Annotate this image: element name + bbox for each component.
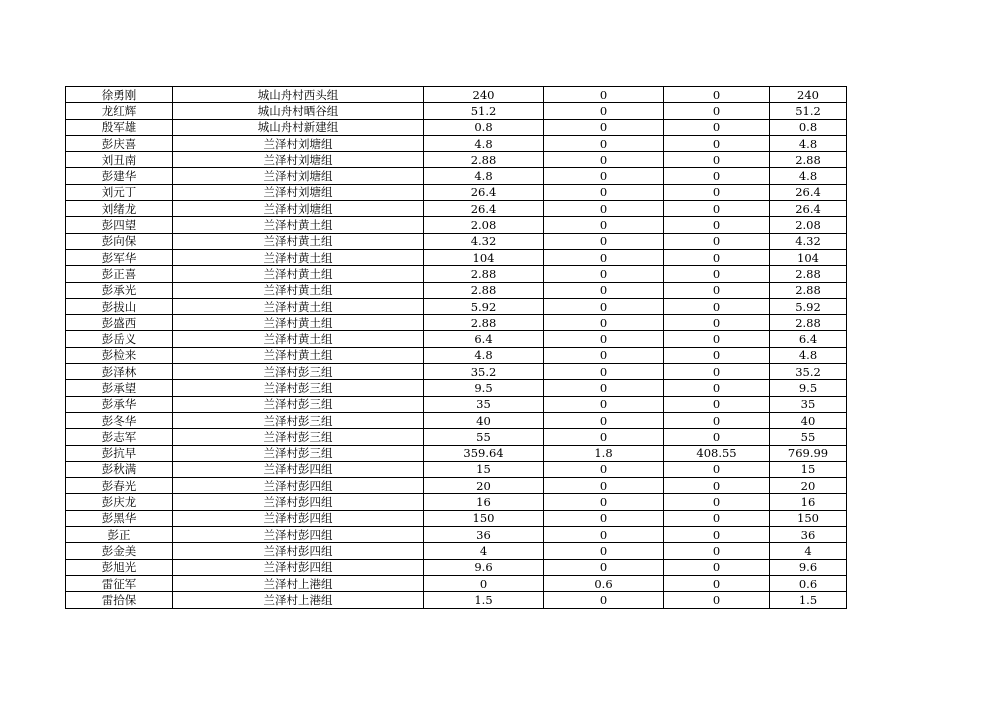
table-row xyxy=(66,87,847,103)
location-cell: 兰泽村刘塘组 xyxy=(173,168,424,184)
total-cell: 20 xyxy=(770,478,847,494)
name-cell: 彭春光 xyxy=(66,478,173,494)
value-a-cell: 20 xyxy=(424,478,544,494)
table-row xyxy=(66,103,847,119)
name-cell: 彭军华 xyxy=(66,249,173,265)
location-cell: 兰泽村彭四组 xyxy=(173,510,424,526)
value-c-cell: 0 xyxy=(664,527,770,543)
value-b-cell: 0 xyxy=(544,494,664,510)
name-cell: 徐勇刚 xyxy=(66,87,173,103)
value-a-cell: 4.8 xyxy=(424,168,544,184)
value-c-cell: 0 xyxy=(664,298,770,314)
total-cell: 2.08 xyxy=(770,217,847,233)
location-cell: 兰泽村彭四组 xyxy=(173,527,424,543)
location-cell: 兰泽村黄土组 xyxy=(173,298,424,314)
name-cell: 刘元丁 xyxy=(66,184,173,200)
total-cell: 2.88 xyxy=(770,152,847,168)
value-b-cell: 0 xyxy=(544,364,664,380)
table-row xyxy=(66,559,847,575)
value-a-cell: 1.5 xyxy=(424,592,544,608)
table-row xyxy=(66,396,847,412)
total-cell: 9.5 xyxy=(770,380,847,396)
value-c-cell: 0 xyxy=(664,233,770,249)
total-cell: 5.92 xyxy=(770,298,847,314)
value-b-cell: 0 xyxy=(544,201,664,217)
value-c-cell: 0 xyxy=(664,347,770,363)
location-cell: 兰泽村上港组 xyxy=(173,592,424,608)
value-a-cell: 16 xyxy=(424,494,544,510)
value-c-cell: 0 xyxy=(664,559,770,575)
value-b-cell: 0 xyxy=(544,527,664,543)
name-cell: 彭秋满 xyxy=(66,461,173,477)
table-row xyxy=(66,135,847,151)
location-cell: 兰泽村刘塘组 xyxy=(173,135,424,151)
value-c-cell: 0 xyxy=(664,364,770,380)
table-row xyxy=(66,266,847,282)
location-cell: 兰泽村黄土组 xyxy=(173,347,424,363)
total-cell: 26.4 xyxy=(770,201,847,217)
location-cell: 兰泽村彭三组 xyxy=(173,412,424,428)
value-a-cell: 2.88 xyxy=(424,152,544,168)
table-row xyxy=(66,543,847,559)
total-cell: 104 xyxy=(770,249,847,265)
value-a-cell: 359.64 xyxy=(424,445,544,461)
value-a-cell: 0 xyxy=(424,575,544,591)
name-cell: 彭抗早 xyxy=(66,445,173,461)
value-c-cell: 0 xyxy=(664,315,770,331)
value-a-cell: 4.8 xyxy=(424,135,544,151)
value-a-cell: 5.92 xyxy=(424,298,544,314)
value-b-cell: 0.6 xyxy=(544,575,664,591)
value-c-cell: 0 xyxy=(664,510,770,526)
value-b-cell: 0 xyxy=(544,510,664,526)
value-a-cell: 9.5 xyxy=(424,380,544,396)
location-cell: 兰泽村彭四组 xyxy=(173,478,424,494)
table-row xyxy=(66,233,847,249)
value-c-cell: 0 xyxy=(664,429,770,445)
table-row xyxy=(66,119,847,135)
location-cell: 兰泽村黄土组 xyxy=(173,233,424,249)
name-cell: 彭拔山 xyxy=(66,298,173,314)
table-row xyxy=(66,168,847,184)
total-cell: 2.88 xyxy=(770,282,847,298)
value-b-cell: 0 xyxy=(544,135,664,151)
total-cell: 150 xyxy=(770,510,847,526)
name-cell: 彭正喜 xyxy=(66,266,173,282)
name-cell: 雷征军 xyxy=(66,575,173,591)
value-b-cell: 0 xyxy=(544,461,664,477)
value-b-cell: 0 xyxy=(544,184,664,200)
location-cell: 城山舟村西头组 xyxy=(173,87,424,103)
value-b-cell: 0 xyxy=(544,412,664,428)
value-c-cell: 0 xyxy=(664,396,770,412)
value-c-cell: 0 xyxy=(664,135,770,151)
value-a-cell: 26.4 xyxy=(424,184,544,200)
value-b-cell: 0 xyxy=(544,298,664,314)
value-c-cell: 0 xyxy=(664,201,770,217)
value-a-cell: 4 xyxy=(424,543,544,559)
location-cell: 兰泽村彭三组 xyxy=(173,429,424,445)
name-cell: 彭向保 xyxy=(66,233,173,249)
location-cell: 城山舟村新建组 xyxy=(173,119,424,135)
value-b-cell: 0 xyxy=(544,168,664,184)
value-a-cell: 2.88 xyxy=(424,282,544,298)
value-a-cell: 2.08 xyxy=(424,217,544,233)
name-cell: 彭建华 xyxy=(66,168,173,184)
total-cell: 4.8 xyxy=(770,135,847,151)
table-row xyxy=(66,494,847,510)
location-cell: 兰泽村刘塘组 xyxy=(173,184,424,200)
value-b-cell: 0 xyxy=(544,396,664,412)
total-cell: 2.88 xyxy=(770,266,847,282)
value-c-cell: 0 xyxy=(664,249,770,265)
value-b-cell: 0 xyxy=(544,543,664,559)
name-cell: 彭承望 xyxy=(66,380,173,396)
table-row xyxy=(66,445,847,461)
value-a-cell: 104 xyxy=(424,249,544,265)
location-cell: 兰泽村彭三组 xyxy=(173,364,424,380)
total-cell: 4.8 xyxy=(770,347,847,363)
value-a-cell: 0.8 xyxy=(424,119,544,135)
table-row xyxy=(66,527,847,543)
value-a-cell: 40 xyxy=(424,412,544,428)
table-row xyxy=(66,347,847,363)
name-cell: 彭承华 xyxy=(66,396,173,412)
table-row xyxy=(66,592,847,608)
total-cell: 4.32 xyxy=(770,233,847,249)
value-c-cell: 0 xyxy=(664,87,770,103)
table-row xyxy=(66,249,847,265)
name-cell: 彭四望 xyxy=(66,217,173,233)
table-row xyxy=(66,429,847,445)
name-cell: 刘绪龙 xyxy=(66,201,173,217)
value-b-cell: 1.8 xyxy=(544,445,664,461)
value-c-cell: 0 xyxy=(664,412,770,428)
value-b-cell: 0 xyxy=(544,152,664,168)
value-b-cell: 0 xyxy=(544,266,664,282)
name-cell: 彭旭光 xyxy=(66,559,173,575)
table-body xyxy=(66,87,847,609)
total-cell: 4.8 xyxy=(770,168,847,184)
location-cell: 兰泽村刘塘组 xyxy=(173,152,424,168)
data-table xyxy=(65,86,847,609)
value-c-cell: 0 xyxy=(664,103,770,119)
value-c-cell: 0 xyxy=(664,282,770,298)
value-c-cell: 408.55 xyxy=(664,445,770,461)
location-cell: 兰泽村彭四组 xyxy=(173,543,424,559)
table-row xyxy=(66,575,847,591)
total-cell: 0.8 xyxy=(770,119,847,135)
location-cell: 兰泽村上港组 xyxy=(173,575,424,591)
value-a-cell: 240 xyxy=(424,87,544,103)
value-a-cell: 2.88 xyxy=(424,266,544,282)
location-cell: 兰泽村彭四组 xyxy=(173,494,424,510)
total-cell: 4 xyxy=(770,543,847,559)
value-c-cell: 0 xyxy=(664,478,770,494)
table-row xyxy=(66,461,847,477)
value-c-cell: 0 xyxy=(664,119,770,135)
value-a-cell: 35.2 xyxy=(424,364,544,380)
table-row xyxy=(66,152,847,168)
value-c-cell: 0 xyxy=(664,217,770,233)
table-row xyxy=(66,184,847,200)
value-c-cell: 0 xyxy=(664,592,770,608)
total-cell: 16 xyxy=(770,494,847,510)
value-c-cell: 0 xyxy=(664,331,770,347)
total-cell: 36 xyxy=(770,527,847,543)
name-cell: 彭岳义 xyxy=(66,331,173,347)
value-b-cell: 0 xyxy=(544,592,664,608)
location-cell: 城山舟村晒谷组 xyxy=(173,103,424,119)
table-row xyxy=(66,331,847,347)
total-cell: 55 xyxy=(770,429,847,445)
value-a-cell: 9.6 xyxy=(424,559,544,575)
value-c-cell: 0 xyxy=(664,461,770,477)
name-cell: 彭检来 xyxy=(66,347,173,363)
value-a-cell: 4.8 xyxy=(424,347,544,363)
location-cell: 兰泽村彭四组 xyxy=(173,461,424,477)
name-cell: 彭冬华 xyxy=(66,412,173,428)
value-a-cell: 150 xyxy=(424,510,544,526)
name-cell: 彭庆喜 xyxy=(66,135,173,151)
location-cell: 兰泽村彭三组 xyxy=(173,445,424,461)
total-cell: 769.99 xyxy=(770,445,847,461)
location-cell: 兰泽村黄土组 xyxy=(173,249,424,265)
total-cell: 2.88 xyxy=(770,315,847,331)
name-cell: 彭泽林 xyxy=(66,364,173,380)
name-cell: 彭庆龙 xyxy=(66,494,173,510)
table-row xyxy=(66,217,847,233)
table-row xyxy=(66,201,847,217)
value-c-cell: 0 xyxy=(664,266,770,282)
name-cell: 彭志军 xyxy=(66,429,173,445)
value-b-cell: 0 xyxy=(544,380,664,396)
value-c-cell: 0 xyxy=(664,575,770,591)
total-cell: 26.4 xyxy=(770,184,847,200)
value-a-cell: 2.88 xyxy=(424,315,544,331)
location-cell: 兰泽村黄土组 xyxy=(173,217,424,233)
value-b-cell: 0 xyxy=(544,478,664,494)
value-a-cell: 36 xyxy=(424,527,544,543)
value-a-cell: 6.4 xyxy=(424,331,544,347)
value-b-cell: 0 xyxy=(544,559,664,575)
value-c-cell: 0 xyxy=(664,494,770,510)
table-row xyxy=(66,315,847,331)
location-cell: 兰泽村黄土组 xyxy=(173,331,424,347)
value-c-cell: 0 xyxy=(664,184,770,200)
name-cell: 彭承光 xyxy=(66,282,173,298)
name-cell: 刘丑南 xyxy=(66,152,173,168)
value-b-cell: 0 xyxy=(544,119,664,135)
location-cell: 兰泽村彭三组 xyxy=(173,396,424,412)
name-cell: 彭金美 xyxy=(66,543,173,559)
name-cell: 彭盛西 xyxy=(66,315,173,331)
table-row xyxy=(66,282,847,298)
value-a-cell: 26.4 xyxy=(424,201,544,217)
location-cell: 兰泽村彭三组 xyxy=(173,380,424,396)
value-b-cell: 0 xyxy=(544,87,664,103)
value-c-cell: 0 xyxy=(664,543,770,559)
value-b-cell: 0 xyxy=(544,347,664,363)
value-b-cell: 0 xyxy=(544,103,664,119)
table-row xyxy=(66,298,847,314)
value-b-cell: 0 xyxy=(544,233,664,249)
table-row xyxy=(66,412,847,428)
value-b-cell: 0 xyxy=(544,249,664,265)
location-cell: 兰泽村黄土组 xyxy=(173,266,424,282)
value-b-cell: 0 xyxy=(544,331,664,347)
total-cell: 35 xyxy=(770,396,847,412)
total-cell: 40 xyxy=(770,412,847,428)
value-a-cell: 51.2 xyxy=(424,103,544,119)
name-cell: 彭正 xyxy=(66,527,173,543)
table-row xyxy=(66,478,847,494)
value-c-cell: 0 xyxy=(664,152,770,168)
total-cell: 15 xyxy=(770,461,847,477)
value-c-cell: 0 xyxy=(664,168,770,184)
value-a-cell: 4.32 xyxy=(424,233,544,249)
value-a-cell: 55 xyxy=(424,429,544,445)
table-row xyxy=(66,364,847,380)
name-cell: 彭黑华 xyxy=(66,510,173,526)
name-cell: 雷拾保 xyxy=(66,592,173,608)
value-c-cell: 0 xyxy=(664,380,770,396)
value-b-cell: 0 xyxy=(544,217,664,233)
value-b-cell: 0 xyxy=(544,429,664,445)
total-cell: 35.2 xyxy=(770,364,847,380)
total-cell: 51.2 xyxy=(770,103,847,119)
table-row xyxy=(66,380,847,396)
location-cell: 兰泽村黄土组 xyxy=(173,282,424,298)
total-cell: 1.5 xyxy=(770,592,847,608)
name-cell: 龙红辉 xyxy=(66,103,173,119)
value-a-cell: 35 xyxy=(424,396,544,412)
total-cell: 6.4 xyxy=(770,331,847,347)
total-cell: 9.6 xyxy=(770,559,847,575)
total-cell: 0.6 xyxy=(770,575,847,591)
value-a-cell: 15 xyxy=(424,461,544,477)
location-cell: 兰泽村黄土组 xyxy=(173,315,424,331)
value-b-cell: 0 xyxy=(544,315,664,331)
value-b-cell: 0 xyxy=(544,282,664,298)
location-cell: 兰泽村刘塘组 xyxy=(173,201,424,217)
total-cell: 240 xyxy=(770,87,847,103)
location-cell: 兰泽村彭四组 xyxy=(173,559,424,575)
name-cell: 殷军雄 xyxy=(66,119,173,135)
table-row xyxy=(66,510,847,526)
